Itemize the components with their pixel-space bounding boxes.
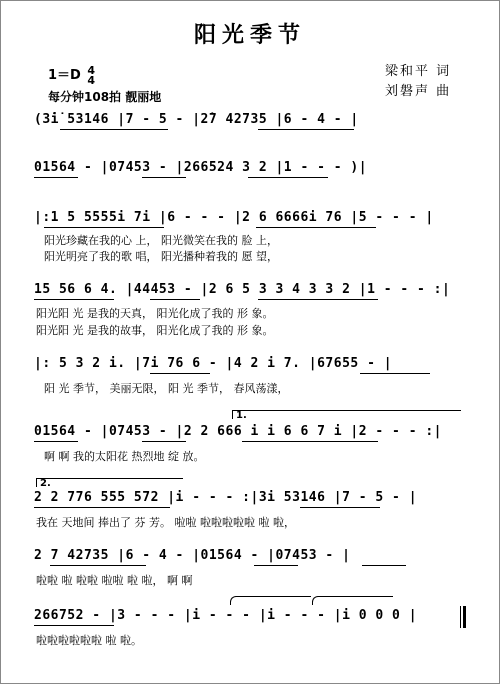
- time-signature: [87, 63, 96, 87]
- beam: [256, 227, 376, 228]
- system-7-lyric: 我在 天地间 捧出了 芬 芳。 啦啦 啦啦啦啦啦 啦 啦，: [36, 516, 295, 529]
- system-1-notes: (3̇i̇ 53146 |7 - 5 - |2̇7 42735 |6 - 4 - |: [34, 112, 359, 127]
- beam: [142, 441, 186, 442]
- key-label: 1＝D: [48, 68, 81, 83]
- key-signature: [48, 64, 95, 86]
- system-9-notes: 266752 - |3 - - - |i - - - |i - - - |i 0 0 0 |: [34, 608, 418, 623]
- beam: [362, 565, 406, 566]
- beam: [34, 177, 78, 178]
- system-5-lyric: 阳 光 季节， 美丽无限， 阳 光 季节， 春风荡漾，: [44, 382, 289, 395]
- composer-credit: 刘磐声 曲: [385, 84, 452, 99]
- tie-arc: [312, 596, 393, 605]
- beam: [150, 373, 210, 374]
- second-ending-bracket: [36, 478, 183, 487]
- time-bottom: 4: [87, 73, 96, 87]
- beam: [242, 441, 378, 442]
- system-8-notes: 2 7 42735 |6 - 4 - |01564 - |07453 - |: [34, 548, 351, 563]
- system-4-notes: 15 56 6 4. |44453 - |2 6 5 3 3 4 3 3 2 |1 - - - :|: [34, 282, 451, 297]
- system-9-lyric: 啦啦啦啦啦啦 啦 啦。: [36, 634, 142, 647]
- system-6-lyric: 啊 啊 我的太阳花 热烈地 绽 放。: [44, 450, 205, 463]
- beam: [360, 373, 430, 374]
- first-ending-bracket: [232, 410, 461, 419]
- system-3-lyric-1: 阳光珍藏在我的心 上， 阳光微笑在我的 脸 上，: [44, 234, 278, 247]
- beam: [50, 565, 146, 566]
- beam: [254, 565, 298, 566]
- beam: [34, 507, 170, 508]
- beam: [142, 177, 186, 178]
- beam: [248, 177, 328, 178]
- beam: [60, 129, 168, 130]
- system-7-notes: 2 2 776 555 572 |i - - - :|3i 53146 |7 - 5 - |: [34, 490, 418, 505]
- system-3-notes: |:1 5 5555i 7i |6 - - - |2 6 6666i 76 |5 - - - |: [34, 210, 434, 225]
- system-4-lyric-2: 阳光阳 光 是我的故事， 阳光化成了我的 形 象。: [36, 324, 274, 337]
- system-5-notes: |: 5 3 2 i. |7i 76 6 - |4 2 i 7. |67655 - |: [34, 356, 393, 371]
- beam: [258, 129, 354, 130]
- system-4-lyric-1: 阳光阳 光 是我的天真， 阳光化成了我的 形 象。: [36, 307, 274, 320]
- beam: [34, 441, 78, 442]
- beam: [34, 625, 114, 626]
- lyricist-credit: 梁和平 词: [385, 64, 452, 79]
- tempo-marking: 每分钟108拍 靓丽地: [48, 90, 162, 104]
- song-title: 阳光季节: [193, 23, 306, 48]
- first-ending-number: 1.: [236, 410, 247, 421]
- beam: [258, 299, 378, 300]
- beam: [34, 299, 114, 300]
- beam: [44, 227, 164, 228]
- system-3-lyric-2: 阳光明亮了我的歌 唱， 阳光播种着我的 愿 望，: [44, 250, 278, 263]
- system-6-notes: 01564 - |07453 - |2 2 666 i i 6 6 7 i |2 - - - :|: [34, 424, 443, 439]
- system-8-lyric: 啦啦 啦 啦啦 啦啦 啦 啦， 啊 啊: [36, 574, 193, 587]
- beam: [150, 299, 200, 300]
- second-ending-number: 2.: [40, 478, 51, 489]
- time-top: 4: [87, 63, 96, 77]
- beam: [300, 507, 380, 508]
- final-barline-thin: [460, 606, 461, 628]
- system-2-notes: 01564 - |07453 - |266524 3 2 |1 - - - )|: [34, 160, 368, 175]
- final-barline-thick: [463, 606, 466, 628]
- tie-arc: [230, 596, 311, 605]
